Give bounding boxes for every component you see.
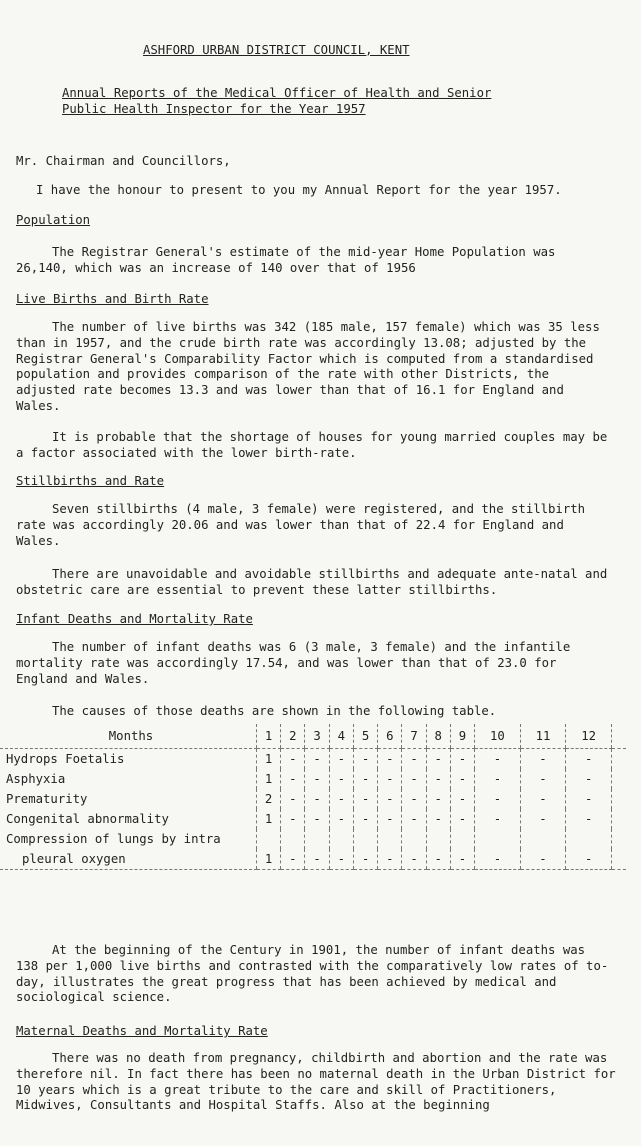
maternal-deaths-paragraph: There was no death from pregnancy, childbirth and abortion and the rate was therefore nil. In fact there has been no maternal death in the Urban District for 10 years which is a great tribute to the care and skill of Practitioners, Midwives, Consultants and Hospital Staffs. Also at the beginning: [16, 1051, 616, 1113]
table-cell: 1: [257, 749, 281, 770]
population-paragraph: The Registrar General's estimate of the mid-year Home Population was 26,140, which was an increase of 140 over that of 1956: [16, 245, 556, 275]
table-cell: -: [566, 789, 612, 809]
cause-label: Compression of lungs by intra: [6, 832, 221, 846]
table-cell: -: [305, 789, 329, 809]
report-title-line-2: Public Health Inspector for the Year 1957: [62, 102, 366, 116]
table-cell: -: [566, 749, 612, 770]
table-right-edge: [612, 809, 627, 829]
table-cell: [305, 829, 329, 849]
table-cell: -: [566, 809, 612, 829]
table-cell: -: [450, 809, 474, 829]
table-cell: -: [402, 769, 426, 789]
month-header: 11: [520, 724, 566, 749]
table-cell: -: [353, 749, 377, 770]
table-right-edge: [612, 789, 627, 809]
table-cell: [329, 829, 353, 849]
table-right-edge: [612, 749, 627, 770]
table-cell: -: [402, 789, 426, 809]
table-cell: -: [329, 809, 353, 829]
table-cell: -: [450, 849, 474, 870]
table-right-edge: [612, 724, 627, 749]
table-cell: 1: [257, 809, 281, 829]
cause-label: Prematurity: [6, 792, 88, 806]
month-header: 4: [329, 724, 353, 749]
months-label: Months: [0, 724, 257, 749]
table-cell: -: [353, 769, 377, 789]
table-cell: -: [305, 769, 329, 789]
month-header: 7: [402, 724, 426, 749]
table-cell: -: [520, 809, 566, 829]
table-cell: -: [329, 849, 353, 870]
table-row: [0, 789, 626, 809]
infant-deaths-causes-table: [0, 724, 626, 870]
table-cell: -: [353, 809, 377, 829]
table-cell: -: [475, 809, 521, 829]
table-cell: -: [353, 849, 377, 870]
table-cell: [566, 829, 612, 849]
month-header: 12: [566, 724, 612, 749]
table-cell: -: [305, 809, 329, 829]
table-cell: -: [281, 849, 305, 870]
salutation: Mr. Chairman and Councillors,: [16, 154, 231, 168]
table-right-edge: [612, 769, 627, 789]
live-births-paragraph: The number of live births was 342 (185 male, 157 female) which was 35 less than in 1957, and the crude birth rate was accordingly 13.08; adjusted by the Registrar General's Comparability Factor which is computed from a standardised population and provides comparison of the rate with other Districts, the adjusted rate becomes 13.3 and was lower than that of 16.1 for England and Wales.: [16, 320, 600, 413]
table-cell: -: [520, 789, 566, 809]
century-paragraph: At the beginning of the Century in 1901, the number of infant deaths was 138 per 1,000 live births and contrasted with the comparatively low rates of to-day, illustrates the great progress that has been achieved by medical and sociological science.: [16, 943, 609, 1005]
table-cell: -: [353, 789, 377, 809]
table-cell: -: [378, 749, 402, 770]
table-cell: -: [426, 809, 450, 829]
table-cell: -: [329, 769, 353, 789]
month-header: 5: [353, 724, 377, 749]
table-cell: -: [566, 849, 612, 870]
month-header: 8: [426, 724, 450, 749]
table-cell: [353, 829, 377, 849]
table-cell: [257, 829, 281, 849]
table-cell: -: [305, 749, 329, 770]
cause-label: Asphyxia: [6, 772, 66, 786]
table-cell: -: [281, 749, 305, 770]
causes-intro-paragraph: The causes of those deaths are shown in the following table.: [52, 704, 497, 718]
month-header: 6: [378, 724, 402, 749]
report-title-line-1: Annual Reports of the Medical Officer of Health and Senior: [62, 86, 492, 100]
table-cell: 2: [257, 789, 281, 809]
council-heading: ASHFORD URBAN DISTRICT COUNCIL, KENT: [143, 43, 410, 57]
birth-rate-paragraph: It is probable that the shortage of houses for young married couples may be a factor associated with the lower birth-rate.: [16, 430, 608, 460]
table-cell: [520, 829, 566, 849]
month-header: 1: [257, 724, 281, 749]
table-cell: -: [281, 789, 305, 809]
table-cell: -: [378, 809, 402, 829]
table-cell: -: [305, 849, 329, 870]
table-cell: [402, 829, 426, 849]
table-cell: -: [475, 769, 521, 789]
table-cell: -: [329, 749, 353, 770]
table-row: [0, 749, 626, 770]
table-cell: -: [475, 849, 521, 870]
table-cell: [378, 829, 402, 849]
table-cell: -: [378, 849, 402, 870]
table-row: [0, 829, 626, 849]
table-cell: -: [450, 749, 474, 770]
table-row: [0, 769, 626, 789]
table-cell: -: [378, 789, 402, 809]
month-header: 3: [305, 724, 329, 749]
stillbirths-paragraph: Seven stillbirths (4 male, 3 female) were registered, and the stillbirth rate was accordingly 20.06 and was lower than that of 22.4 for England and Wales.: [16, 502, 586, 548]
table-cell: [426, 829, 450, 849]
cause-label: Hydrops Foetalis: [6, 752, 125, 766]
table-right-edge: [612, 829, 627, 849]
table-cell: -: [450, 769, 474, 789]
table-cell: -: [426, 749, 450, 770]
table-cell: -: [450, 789, 474, 809]
table-cell: -: [402, 749, 426, 770]
live-births-heading: Live Births and Birth Rate: [16, 292, 209, 306]
stillbirths-heading: Stillbirths and Rate: [16, 474, 165, 488]
table-cell: 1: [257, 769, 281, 789]
maternal-deaths-heading: Maternal Deaths and Mortality Rate: [16, 1024, 268, 1038]
table-right-edge: [612, 849, 627, 870]
month-header: 10: [475, 724, 521, 749]
table-row: [0, 809, 626, 829]
table-header-row: [0, 724, 626, 749]
intro-paragraph: I have the honour to present to you my Annual Report for the year 1957.: [36, 183, 562, 197]
table-cell: -: [378, 769, 402, 789]
table-cell: -: [426, 849, 450, 870]
cause-label: Congenital abnormality: [6, 812, 169, 826]
table-cell: -: [520, 849, 566, 870]
stillbirths-care-paragraph: There are unavoidable and avoidable stillbirths and adequate ante-natal and obstetric care are essential to prevent these latter stillbirths.: [16, 567, 608, 597]
table-cell: -: [329, 789, 353, 809]
cause-label-continued: pleural oxygen: [0, 849, 257, 870]
table-cell: -: [402, 809, 426, 829]
table-cell: -: [426, 789, 450, 809]
table-cell: 1: [257, 849, 281, 870]
month-header: 9: [450, 724, 474, 749]
table-cell: -: [281, 809, 305, 829]
table-cell: -: [281, 769, 305, 789]
table-cell: -: [475, 749, 521, 770]
infant-deaths-heading: Infant Deaths and Mortality Rate: [16, 612, 253, 626]
month-header: 2: [281, 724, 305, 749]
infant-deaths-paragraph: The number of infant deaths was 6 (3 male, 3 female) and the infantile mortality rate was accordingly 17.54, and was lower than that of 23.0 for England and Wales.: [16, 640, 571, 686]
table-cell: -: [475, 789, 521, 809]
table-cell: -: [566, 769, 612, 789]
table-row: [0, 849, 626, 870]
table-cell: [281, 829, 305, 849]
table-cell: -: [402, 849, 426, 870]
table-cell: [450, 829, 474, 849]
table-cell: -: [520, 769, 566, 789]
population-heading: Population: [16, 213, 91, 227]
table-cell: -: [426, 769, 450, 789]
table-cell: [475, 829, 521, 849]
table-cell: -: [520, 749, 566, 770]
